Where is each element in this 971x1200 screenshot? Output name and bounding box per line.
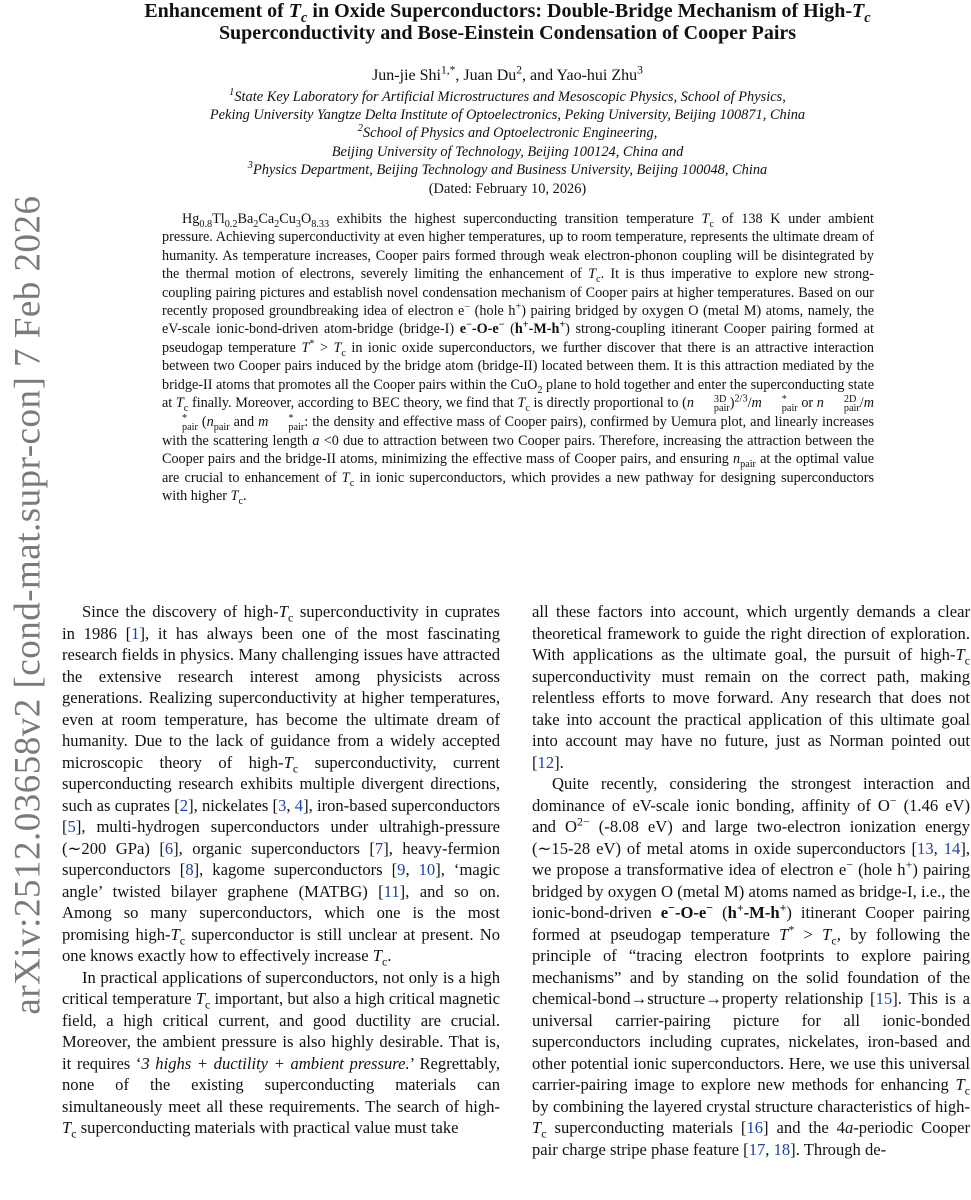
math-subscript: c (525, 402, 530, 414)
bold-run: -O-e (471, 321, 499, 338)
text-run: ) itinerant Cooper pairing formed at pseudogap temperature (532, 903, 970, 944)
text-run: , by following the principle of “tracing electron footprints to explore pairing mechanisms” and by standing on the solid foundation of the chemical-bond→structure→property relationship [ (532, 924, 970, 1008)
author-affiliation-mark: 1,* (440, 64, 456, 77)
bold-superscript: + (779, 900, 787, 915)
affiliation-line (60, 88, 955, 106)
body-paragraph (62, 967, 500, 1139)
text-run: . (243, 488, 247, 505)
citation-link[interactable]: 10 (418, 860, 436, 879)
math-superscript: * (781, 393, 787, 405)
math-symbol: T (341, 469, 350, 486)
citation-link[interactable]: 2 (179, 795, 189, 815)
citation-link[interactable]: 16 (746, 1118, 764, 1137)
affiliation-text: School of Physics and Optoelectronic Engineering, (362, 125, 658, 142)
title-tc-subscript: c (864, 10, 871, 26)
math-subscript: 8.33 (311, 218, 330, 230)
citation-link[interactable]: 5 (67, 817, 76, 836)
text-run: ], iron-based superconductors [ (62, 795, 500, 836)
text-run: ]. This is a universal carrier-pairing picture for all ionic-bonded superconductors including cuprates, nickelates, iron-based and other potential ionic superconductors. Here, we use this universal carrier-pairing image to explore new methods for enhancing (532, 989, 970, 1094)
text-run: (hole h (470, 303, 516, 320)
math-superscript: − (464, 301, 471, 313)
text-run: Since the discovery of high- (82, 602, 279, 621)
math-symbol: T (779, 924, 789, 944)
math-symbol: T (62, 1118, 72, 1137)
text-run: > (794, 924, 823, 944)
citation-link[interactable]: 18 (773, 1139, 791, 1159)
math-subscript: 0.2 (224, 218, 238, 230)
math-superscript: + (515, 301, 522, 313)
text-run: ) (729, 395, 735, 412)
math-subsup (268, 414, 304, 432)
math-superscript: 2− (577, 814, 590, 829)
math-symbol: a (844, 1118, 854, 1137)
text-run: (-8.08 eV) and large two-electron ionization energy (∼15-28 eV) of metal atoms in oxide superconductors [ (532, 817, 971, 858)
abstract-paragraph (162, 210, 874, 506)
bold-superscript: + (522, 319, 529, 331)
text-run: ], nickelates [ (188, 795, 279, 815)
math-subscript: pair (713, 402, 730, 414)
bold-superscript: − (706, 900, 714, 915)
affiliation-mark: 1 (229, 87, 235, 99)
text-run: ( (504, 321, 515, 338)
citation-link[interactable]: 4 (294, 795, 304, 815)
math-superscript: * (288, 412, 294, 424)
affiliation-text: Beijing University of Technology, Beijing 100124, China and (331, 143, 684, 160)
arxiv-identifier[interactable]: arXiv:2512.03658v2 [cond-mat.supr-con] 7 Feb 2026 (7, 195, 49, 1015)
citation-link[interactable]: 3 (278, 795, 287, 815)
text-run: or (797, 395, 817, 412)
body-paragraph (532, 773, 970, 1160)
math-subscript: 0.8 (199, 218, 213, 230)
text-run: ], heavy-fermion superconductors [ (62, 838, 501, 879)
bold-superscript: − (466, 319, 472, 331)
title-text: Enhancement of (144, 0, 289, 22)
citation-link[interactable]: 9 (397, 860, 406, 879)
math-subscript: pair (843, 402, 860, 414)
math-symbol: T (588, 266, 597, 283)
math-symbol: T (517, 395, 526, 412)
author-name: Yao-hui Zhu (556, 67, 638, 84)
text-run: ] and the 4 (763, 1118, 845, 1137)
text-run: In practical applications of superconductors, not only is a high critical temperature (62, 967, 500, 1008)
math-symbol: T (822, 924, 832, 944)
text-run: by combining the layered crystal structure characteristics of high- (532, 1096, 970, 1116)
math-superscript: − (846, 857, 853, 872)
math-superscript: − (889, 792, 897, 807)
math-subscript: c (541, 1126, 547, 1141)
math-subscript: 2 (253, 218, 259, 230)
body-column-right (532, 601, 970, 1160)
title-text: in Oxide Superconductors: Double-Bridge Mechanism of High- (307, 0, 853, 22)
citation-link[interactable]: 7 (374, 838, 384, 858)
text-run: superconductivity must remain on the correct path, making relentless efforts to move forward. Any research that does not take into account the practical application of this ultimate goal into account may have no future, just as Norman pointed out [ (532, 666, 970, 772)
text-run: Hg (182, 211, 200, 227)
math-symbol: T (175, 395, 184, 412)
text-run: Quite recently, considering the strongest interaction and dominance of eV-scale ionic bonding, affinity of O (532, 774, 970, 815)
affiliation-line (60, 143, 955, 161)
text-run: superconducting materials [ (546, 1118, 747, 1137)
text-run: plane to hold together and enter the superconducting state at (162, 376, 874, 412)
text-run: O (300, 211, 312, 227)
text-run: (hole h (852, 860, 906, 879)
math-subscript: 3 (295, 218, 301, 230)
text-run: exhibits the highest superconducting transition temperature (329, 211, 702, 227)
affiliation-text: Peking University Yangtze Delta Institute of Optoelectronics, Peking University, Beijing 100871, China (209, 107, 806, 124)
math-superscript: 2D (843, 393, 857, 405)
math-superscript: * (788, 921, 795, 936)
text-run: all these factors into account, which urgently demands a clear theoretical framework to guide the right direction of exploration. With applications as the ultimate goal, the pursuit of high- (532, 602, 970, 664)
text-run: . (387, 946, 392, 965)
text-run: ]. Through de- (790, 1139, 887, 1159)
text-run: / (859, 395, 864, 412)
bold-run: -M-h (743, 903, 780, 922)
text-run: (1.46 eV) and O (532, 795, 970, 836)
text-run: , (286, 795, 295, 815)
citation-link[interactable]: 1 (131, 623, 140, 643)
citation-link[interactable]: 8 (185, 860, 194, 879)
math-symbol: m (863, 395, 874, 412)
citation-link[interactable]: 12 (537, 752, 555, 772)
text-run: ) pairing bridged by oxygen O (metal M) atoms, namely, the eV-scale ionic-bond-driven atom-bridge (bridge-I) (162, 303, 875, 338)
math-symbol: T (333, 339, 342, 356)
text-run: > (314, 339, 334, 356)
citation-link[interactable]: 13 (917, 838, 934, 858)
text-run: Tl (212, 211, 225, 227)
paper-title (60, 0, 955, 44)
math-subscript: c (183, 402, 189, 414)
text-run: ], we propose a transformative idea of electron e (532, 838, 971, 879)
text-run: Ba (237, 211, 254, 227)
author-name: Jun-jie Shi (372, 67, 441, 84)
citation-link[interactable]: 6 (164, 838, 174, 858)
math-symbol: T (955, 1075, 965, 1094)
bold-superscript: + (559, 319, 566, 331)
math-subscript: c (341, 347, 346, 359)
citation-link[interactable]: 15 (875, 989, 893, 1008)
math-subscript: pair (740, 459, 756, 471)
text-run: , (405, 860, 419, 879)
math-subscript: pair (781, 402, 798, 414)
citation-link[interactable]: 17 (748, 1139, 766, 1159)
text-run: ]. (554, 752, 564, 772)
math-subscript: c (964, 653, 970, 668)
math-symbol: T (301, 339, 310, 356)
title-tc-symbol: T (852, 0, 865, 22)
math-subscript: c (204, 997, 211, 1012)
arxiv-sidebar (0, 180, 56, 1030)
author-affiliation-mark: 2 (516, 64, 523, 77)
text-run: ) pairing bridged by oxygen O (metal M) atoms named as bridge-I, i.e., the ionic-bond-driven (532, 860, 970, 922)
math-subscript: 2 (537, 384, 543, 396)
text-run: superconducting materials with practical value must take (76, 1118, 459, 1137)
math-subscript: c (287, 610, 294, 625)
text-run: ], it has always been one of the most fascinating research fields in physics. Many challenging issues have attracted the extensive research interest among physicists across generations. Realizing superconductivity at higher temperatures, even at room temperature, has become the ultimate dream of humanity. Due to the lack of guidance from a widely accepted microscopic theory of high- (62, 623, 500, 772)
math-subscript: 2 (274, 218, 280, 230)
text-run: in ionic oxide superconductors, we further discover that there is an attractive interaction between two Cooper pairs induced by the bridge atom (bridge-II) located between them. It is this attraction mediated by the bridge-II atoms that promotes all the Cooper pairs within the CuO (162, 339, 875, 393)
text-run: ’ Regrettably, none of the existing superconducting materials can simultaneously meet all these requirements. The search of high- (62, 1053, 500, 1116)
affiliation-line (60, 124, 955, 142)
author-list (60, 66, 955, 86)
author-separator: , (455, 67, 464, 84)
text-run: superconductor is still unclear at present. No one knows exactly how to effectively increase (62, 924, 500, 965)
bold-run: e (660, 903, 669, 922)
text-run: ], kagome superconductors [ (193, 860, 398, 879)
text-run: <0 due to attraction between two Cooper pairs. Therefore, increasing the attraction between the Cooper pairs and the bridge-II atoms, minimizing the effective mass of Cooper pairs, and ensuring (162, 432, 875, 468)
text-run: ], multi-hydrogen superconductors under ultrahigh-pressure (∼200 GPa) [ (62, 817, 500, 858)
text-run: ( (713, 903, 728, 922)
bold-superscript: − (668, 900, 675, 915)
bold-run: -O-e (674, 903, 707, 922)
math-subscript: c (292, 760, 299, 775)
affiliation-mark: 2 (357, 123, 363, 135)
abstract (162, 210, 874, 506)
math-subsup (824, 395, 860, 413)
math-subscript: c (596, 274, 601, 286)
bold-superscript: − (498, 319, 505, 331)
math-symbol: T (230, 488, 239, 505)
body-column-left (62, 601, 500, 1139)
math-symbol: T (532, 1118, 542, 1137)
text-run: , (765, 1139, 774, 1159)
affiliation-line (60, 161, 955, 179)
text-run: / (747, 395, 752, 412)
math-symbol: m (751, 395, 762, 412)
bold-run: -M-h (528, 321, 560, 338)
math-symbol: T (701, 211, 710, 227)
math-superscript: 3D (713, 393, 727, 405)
affiliation-mark: 3 (247, 160, 253, 172)
math-subscript: c (71, 1126, 77, 1141)
text-run: finally. Moreover, according to BEC theory, we find that (188, 395, 518, 412)
text-run: at the optimal value are crucial to enhancement of (162, 451, 874, 486)
math-subscript: c (349, 477, 355, 489)
text-run: in ionic superconductors, which provides a new pathway for designing superconductors with higher (162, 469, 874, 505)
math-superscript: * (182, 412, 188, 424)
math-symbol: n (686, 395, 694, 412)
math-subsup (694, 395, 730, 413)
text-run: ( (197, 413, 207, 430)
math-symbol: T (955, 645, 965, 664)
math-symbol: T (372, 946, 382, 965)
text-run: , (933, 838, 944, 858)
math-symbol: T (283, 752, 293, 772)
affiliation-text: Physics Department, Beijing Technology and Business University, Beijing 100048, China (252, 161, 768, 178)
body-paragraph (532, 601, 970, 773)
bold-run: e (459, 321, 467, 338)
text-run: ) strong-coupling itinerant Cooper pairing formed at pseudogap temperature (162, 321, 874, 356)
text-run: ], ‘magic angle’ twisted bilayer graphene (MATBG) [ (62, 860, 500, 901)
bold-superscript: + (736, 900, 744, 915)
author-separator: , and (522, 67, 557, 84)
math-subscript: c (831, 932, 837, 947)
text-run: : the density and effective mass of Cooper pairs), confirmed by Uemura plot, and linearly increases with the scattering length (162, 413, 874, 449)
math-subscript: c (179, 932, 186, 947)
math-subscript: c (238, 495, 243, 507)
text-run: -periodic Cooper pair charge stripe phase feature [ (532, 1118, 970, 1159)
math-symbol: T (278, 602, 288, 621)
bold-run: h (514, 321, 523, 338)
citation-link[interactable]: 11 (383, 881, 400, 901)
text-run: superconductivity in cuprates in 1986 [ (62, 602, 501, 643)
math-subsup (162, 414, 198, 432)
math-subscript: c (381, 954, 388, 969)
text-run: of 138 K under ambient pressure. Achieving superconductivity at even higher temperatures, up to room temperature, represents the ultimate dream of humanity. As temperature increases, Cooper pairs formed through weak electron-phonon coupling will be disintegrated by the thermal motion of electrons, severely limiting the enhancement of (162, 211, 874, 283)
math-superscript: + (905, 857, 913, 872)
text-run: and (229, 413, 259, 430)
math-symbol: n (816, 395, 824, 412)
text-run: important, but also a high critical magnetic field, a high critical current, and good ductility are crucial. Moreover, the ambient pressure is also highly desirable. That is, it requires ‘ (62, 989, 501, 1073)
text-run: . It is thus imperative to explore new strong-coupling pairing pictures and establish novel condensation mechanism of Cooper pairs at higher temperatures. Based on our recently proposed groundbreaking idea of electron e (162, 266, 875, 320)
math-symbol: 3 highs + ductility + ambient pressure. (141, 1053, 410, 1073)
math-symbol: T (170, 924, 180, 944)
math-subsup (762, 395, 798, 413)
affiliation-text: State Key Laboratory for Artificial Microstructures and Mesoscopic Physics, School of Physics, (234, 89, 786, 105)
title-tc-subscript: c (301, 10, 308, 26)
text-run: Ca (258, 211, 275, 227)
title-text: Superconductivity and Bose-Einstein Condensation of Cooper Pairs (218, 22, 797, 44)
text-run: Cu (279, 211, 296, 227)
text-run: ], and so on. Among so many superconductors, which one is the most promising high- (62, 881, 500, 944)
math-symbol: n (732, 451, 741, 468)
text-run: is directly proportional to ( (529, 395, 687, 412)
affiliations (60, 88, 955, 179)
math-subscript: c (709, 218, 714, 230)
math-symbol: n (206, 413, 214, 430)
math-superscript: * (309, 338, 315, 350)
math-symbol: T (195, 989, 205, 1008)
author-name: Juan Du (463, 67, 517, 84)
math-symbol: m (258, 413, 269, 430)
bold-run: h (727, 903, 737, 922)
text-run: ], organic superconductors [ (173, 838, 375, 858)
author-affiliation-mark: 3 (637, 64, 643, 77)
math-symbol: a (312, 432, 320, 449)
body-paragraph (62, 601, 500, 967)
math-subscript: c (964, 1083, 970, 1098)
math-subscript: pair (213, 421, 230, 433)
citation-link[interactable]: 14 (943, 838, 961, 858)
math-superscript: 2/3 (734, 393, 748, 405)
title-tc-symbol: T (288, 0, 301, 22)
math-subscript: pair (288, 421, 305, 433)
math-subscript: pair (182, 421, 198, 433)
text-run: superconductivity, current superconducting research exhibits multiple divergent directions, such as cuprates [ (62, 752, 500, 815)
date-line: (Dated: February 10, 2026) (428, 181, 587, 197)
affiliation-line (60, 106, 955, 124)
